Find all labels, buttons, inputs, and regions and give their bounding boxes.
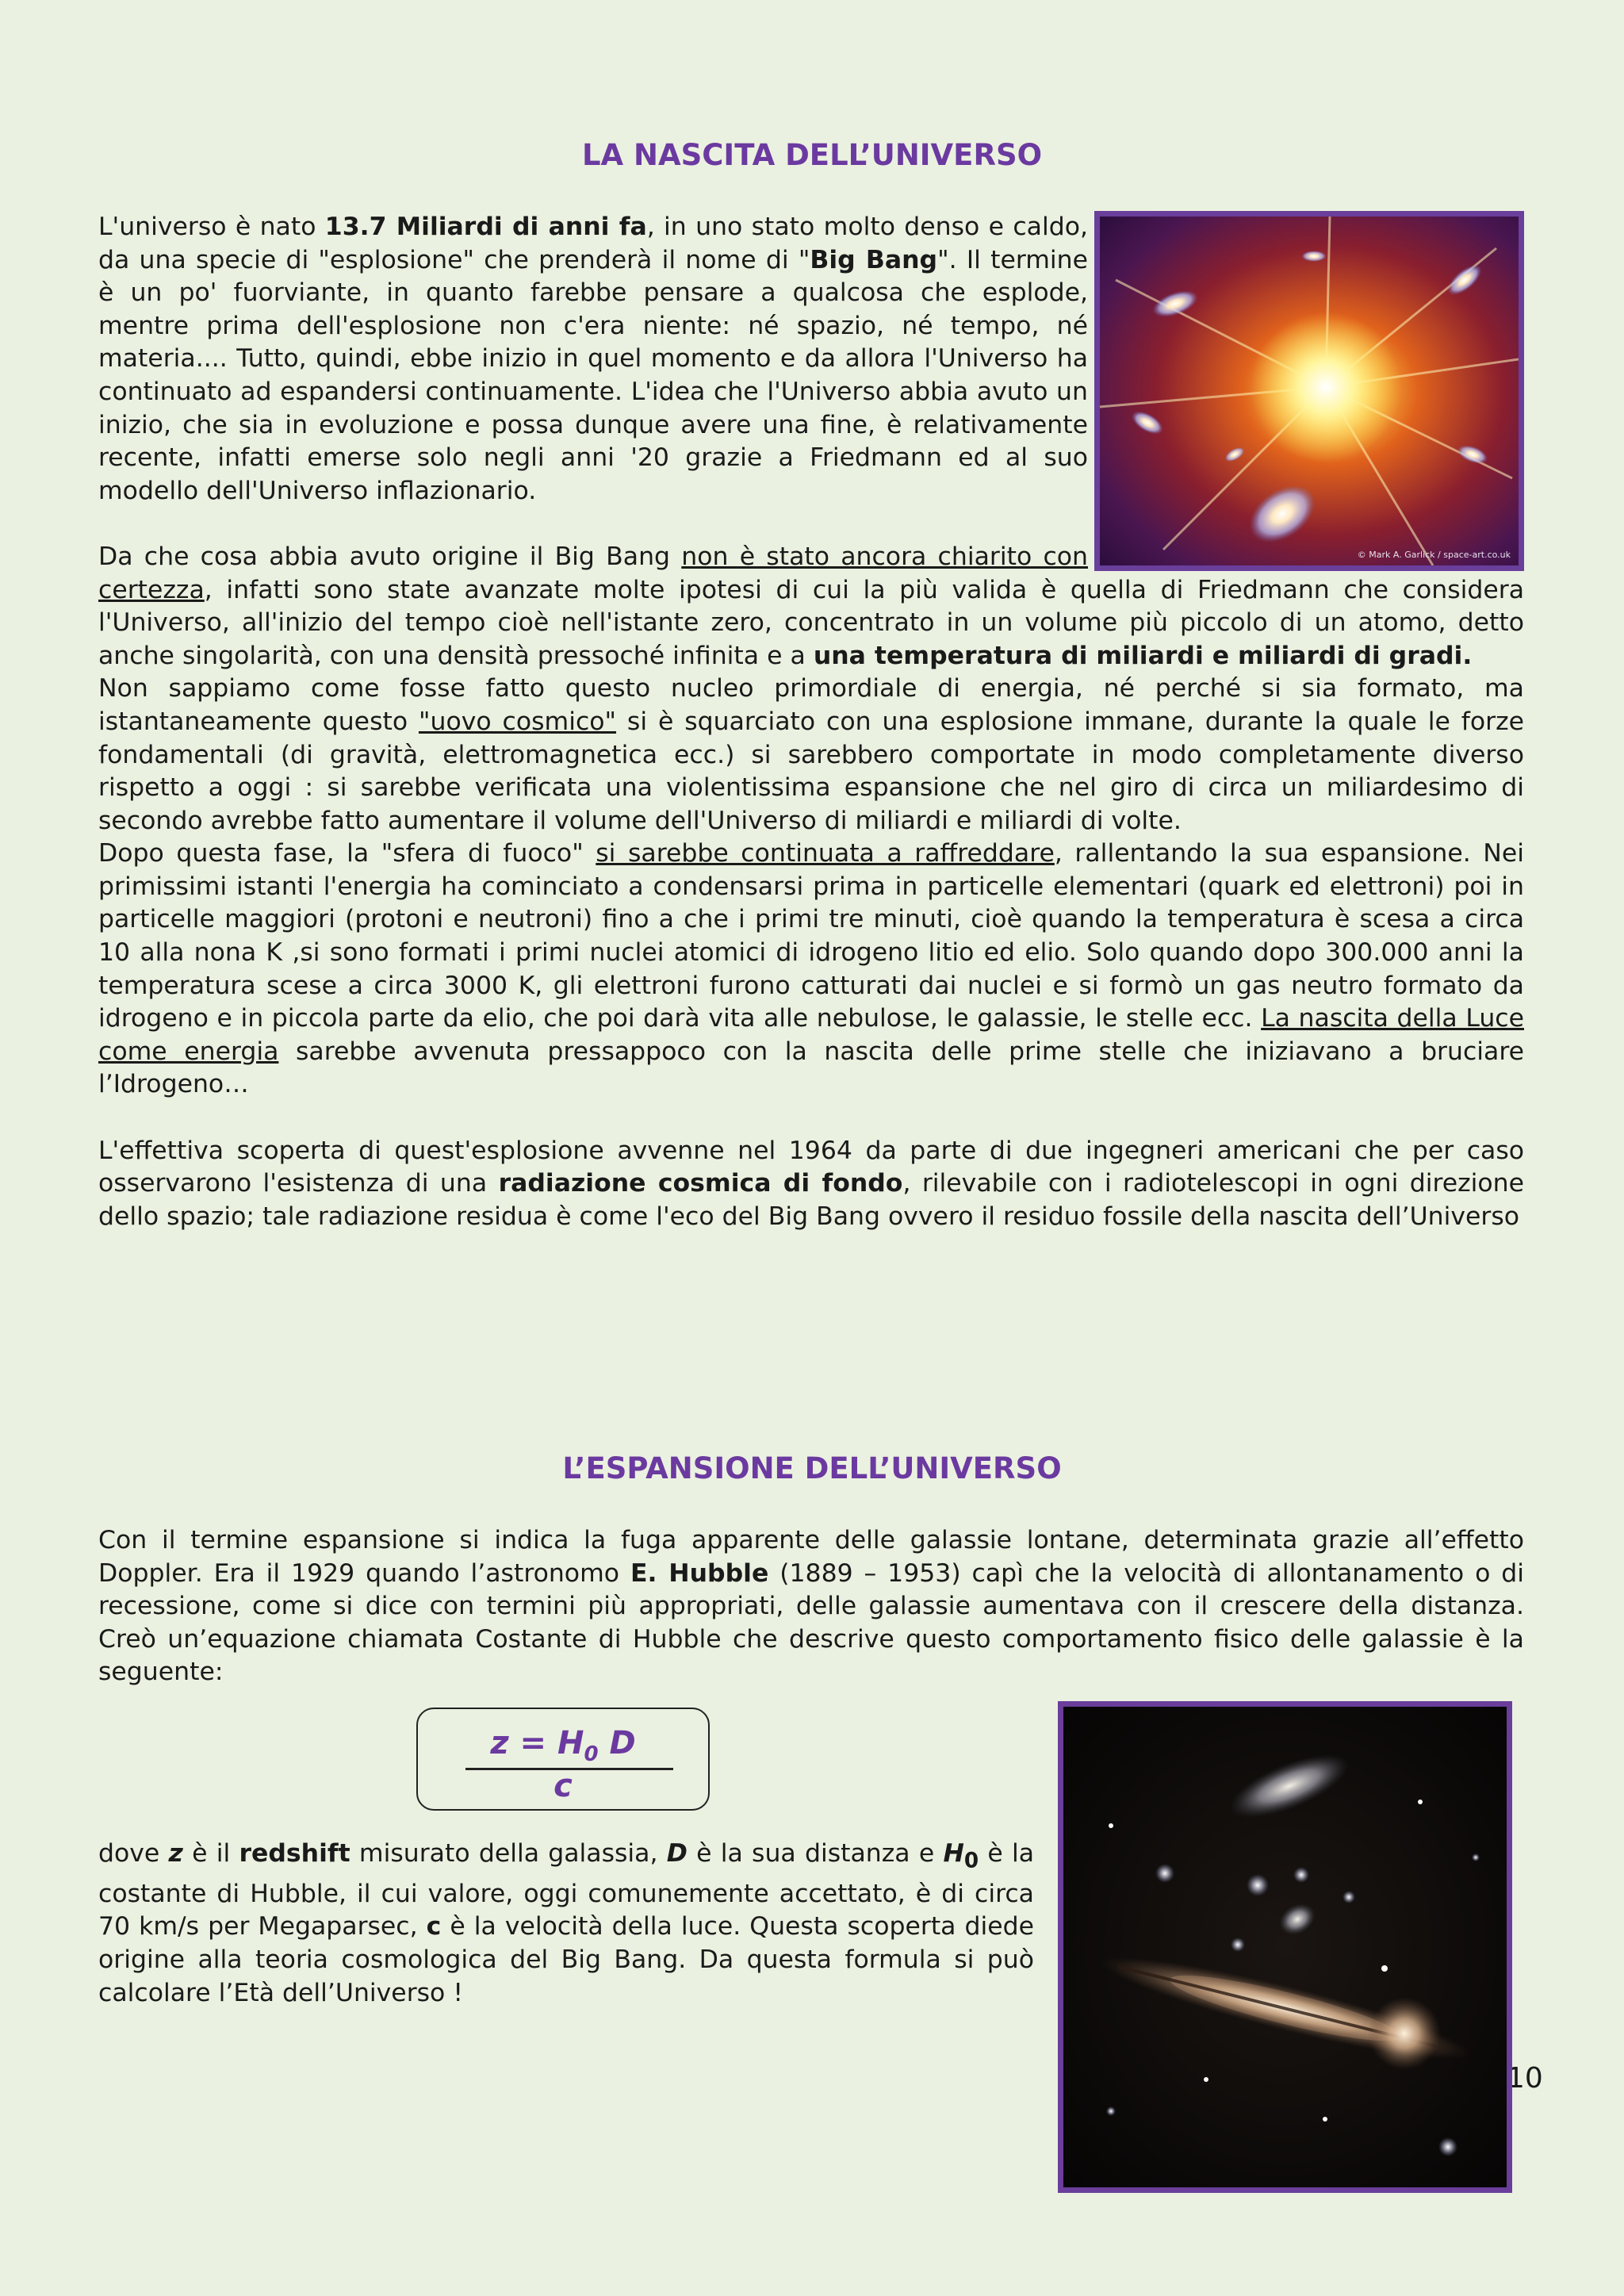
bold-text: 13.7 Miliardi di anni fa: [324, 213, 647, 241]
galaxy-photo: [1058, 1701, 1512, 2193]
text-run: è il: [182, 1839, 239, 1868]
bold-text: Big Bang: [810, 245, 938, 274]
text-run: (1889 – 1953) capì che la velocità di allontanamento o di recessione, come si dice con termini più appropriati, delle galassie aumentava con il crescere della distanza. Creò un’equazione chiamata Costante di Hubble che descrive questo comportamento fisico delle galassie è la seguente:: [98, 1558, 1524, 1687]
bold-italic-text: H: [943, 1839, 964, 1868]
formula-d: D: [598, 1725, 636, 1761]
text-run: , rilevabile con i radiotelescopi in ogni direzione dello spazio; tale radiazione residua è come l'eco del Big Bang ovvero il residuo fossile della nascita dell’Universo: [98, 1169, 1524, 1231]
formula-equals: =: [508, 1725, 557, 1761]
text-run: ". Il termine è un po' fuorviante, in quanto farebbe pensare a qualcosa che esplode, mentre prima dell'esplosione non c'era niente: né spazio, né tempo, né materia.... Tutto, quindi, ebbe inizio in quel momento e da allora l'Universo ha continuato ad espandersi continuamente. L'idea che l'Universo abbia avuto un inizio, che sia in evoluzione e possa dunque avere una fine, è relativamente recente, infatti emerse solo negli anni '20 grazie a Friedmann ed al suo modello dell'Universo inflazionario.: [98, 245, 1089, 505]
underlined-text: La nascita della Luce come energia: [98, 1004, 1524, 1066]
formula-numerator: [418, 1725, 708, 1766]
page-number: 10: [1507, 2062, 1543, 2095]
text-run: L'effettiva scoperta di quest'esplosione avvenne nel 1964 da parte di due ingegneri americani che per caso osservarono l'esistenza di una: [98, 1136, 1524, 1198]
text-run: Da che cosa abbia avuto origine il Big Bang: [98, 542, 682, 571]
bold-text: una temperatura di miliardi e miliardi di gradi.: [813, 641, 1473, 670]
formula-subscript: 0: [584, 1742, 599, 1766]
section-espansione-explanation: [98, 1838, 1034, 2010]
section-nascita-body: [98, 211, 1524, 1233]
text-run: è la sua distanza e: [687, 1839, 944, 1868]
text-run: Non sappiamo come fosse fatto questo nucleo primordiale di energia, né perché si sia formato, ma istantaneamente questo: [98, 674, 1524, 736]
big-bang-illustration: [1100, 217, 1519, 565]
text-run: L'universo è nato: [98, 213, 325, 241]
paragraph: [98, 673, 1524, 838]
paragraph: [98, 1135, 1524, 1234]
text-run: Dopo questa fase, la "sfera di fuoco": [98, 839, 596, 868]
text-run: sarebbe avvenuta pressappoco con la nascita delle prime stelle che iniziavano a bruciare l’Idrogeno…: [98, 1037, 1524, 1099]
text-run: dove: [98, 1839, 169, 1868]
text-run: , infatti sono state avanzate molte ipotesi di cui la più valida è quella di Friedmann che considera l'Universo, all'inizio del tempo cioè nell'istante zero, concentrato in un volume più piccolo di un atomo, detto anche singolarità, con una densità pressoché infinita e a: [98, 575, 1524, 670]
text-run: si è squarciato con una esplosione immane, durante la quale le forze fondamentali (di gravità, elettromagnetica ecc.) si sarebbero comportate in modo completamente diverso rispetto a oggi : si sarebbe verificata una violentissima espansione che nel giro di circa un miliardesimo di secondo avrebbe fatto aumentare il volume dell'Universo di miliardi e miliardi di volte.: [98, 707, 1524, 835]
text-run: è la costante di Hubble, il cui valore, oggi comunemente accettato, è di circa 70 km/s per Megaparsec,: [98, 1839, 1035, 1941]
underlined-text: si sarebbe continuata a raffreddare: [596, 839, 1055, 868]
subscript: 0: [963, 1849, 979, 1873]
image-credit: © Mark A. Garlick / space-art.co.uk: [1357, 550, 1511, 560]
bold-italic-text: z: [168, 1839, 183, 1868]
bold-italic-text: D: [666, 1839, 688, 1868]
bold-text: c: [426, 1912, 442, 1941]
formula-denominator: c: [553, 1768, 573, 1804]
underlined-text: "uovo cosmico": [418, 707, 617, 736]
formula-z: z: [490, 1725, 509, 1761]
text-run: , rallentando la sua espansione. Nei primissimi istanti l'energia ha cominciato a condensarsi prima in particelle elementari (quark ed elettroni) poi in particelle maggiori (protoni e neutroni) fino a che i primi tre minuti, cioè quando la temperatura è scesa a circa 10 alla nona K ,si sono formati i primi nuclei atomici di idrogeno litio ed elio. Solo quando dopo 300.000 anni la temperatura scese a circa 3000 K, gli elettroni furono catturati dai nuclei e si formò un gas neutro formato da idrogeno e in piccola parte da elio, che poi darà vita alle nebulose, le galassie, le stelle ecc.: [98, 839, 1525, 1033]
text-run: Con il termine espansione si indica la fuga apparente delle galassie lontane, determinata grazie all’effetto Doppler. Era il 1929 quando l’astronomo: [98, 1526, 1524, 1588]
text-run: è la velocità della luce. Questa scoperta diede origine alla teoria cosmologica del Big Bang. Da questa formula si può calcolare l’Età dell’Universo !: [98, 1912, 1035, 2007]
bold-text: E. Hubble: [630, 1558, 769, 1588]
text-run: misurato della galassia,: [350, 1839, 667, 1868]
section-title-nascita: LA NASCITA DELL’UNIVERSO: [581, 138, 1043, 172]
galaxy-illustration: [1063, 1707, 1507, 2187]
section-title-espansione: L’ESPANSIONE DELL’UNIVERSO: [562, 1451, 1062, 1485]
hubble-formula-box: [416, 1708, 710, 1811]
big-bang-image: [1094, 211, 1524, 571]
section-espansione-intro: [98, 1524, 1524, 1689]
formula-h: H: [557, 1725, 584, 1761]
bold-text: radiazione cosmica di fondo: [498, 1169, 903, 1198]
bold-text: redshift: [239, 1839, 350, 1868]
paragraph: [98, 838, 1524, 1102]
underlined-text: non è stato ancora chiarito con certezza: [98, 542, 1089, 604]
text-run: , in uno stato molto denso e caldo, da una specie di "esplosione" che prenderà il nome di ": [98, 213, 1088, 274]
